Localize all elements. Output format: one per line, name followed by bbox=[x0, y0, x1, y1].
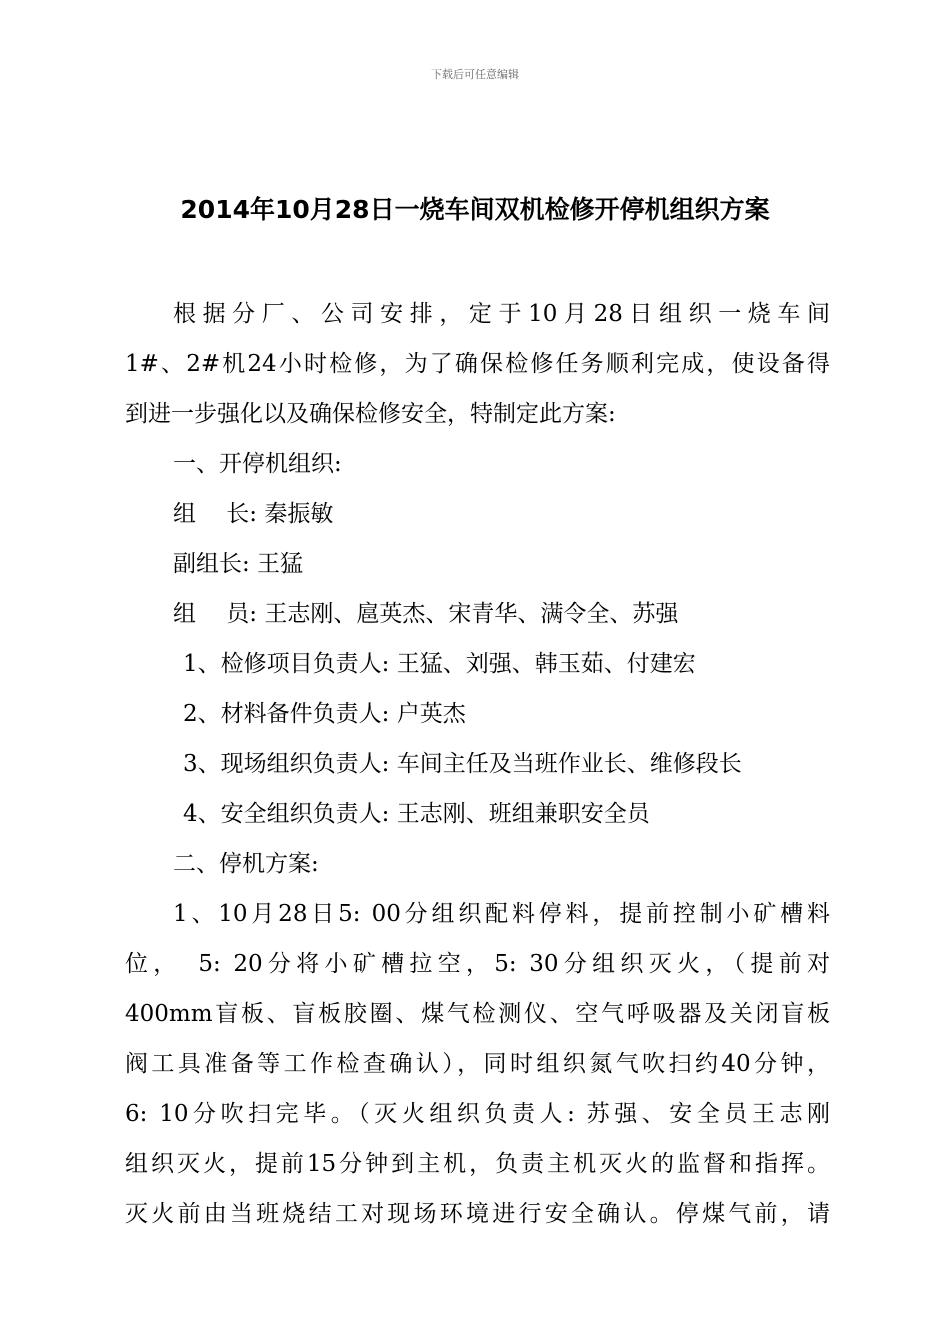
paragraph-line: 1、10月28日5: 00分组织配料停料，提前控制小矿槽料 bbox=[173, 901, 830, 927]
section-heading: 一、开停机组织: bbox=[173, 451, 342, 477]
header-note: 下载后可任意编辑 bbox=[431, 68, 519, 81]
list-item: 1、检修项目负责人: 王猛、刘强、韩玉茹、付建宏 bbox=[183, 651, 696, 677]
document-body bbox=[125, 289, 830, 1239]
list-item: 组 员: 王志刚、扈英杰、宋青华、满令全、苏强 bbox=[173, 601, 679, 627]
paragraph-line: 1#、2#机24小时检修，为了确保检修任务顺利完成，使设备得 bbox=[125, 351, 830, 377]
paragraph-line: 灭火前由当班烧结工对现场环境进行安全确认。停煤气前，请 bbox=[125, 1201, 830, 1227]
document-title: 2014年10月28日一烧车间双机检修开停机组织方案 bbox=[180, 195, 770, 224]
paragraph-line: 6: 10分吹扫完毕。（灭火组织负责人: 苏强、安全员王志刚 bbox=[125, 1101, 830, 1127]
list-item: 4、安全组织负责人: 王志刚、班组兼职安全员 bbox=[183, 801, 650, 827]
list-item: 组 长: 秦振敏 bbox=[173, 501, 334, 527]
paragraph-line: 位， 5: 20分将小矿槽拉空，5: 30分组织灭火，（提前对 bbox=[125, 951, 830, 977]
list-item: 副组长: 王猛 bbox=[173, 551, 304, 577]
paragraph-line: 根据分厂、公司安排，定于10月28日组织一烧车间 bbox=[173, 301, 830, 327]
list-item: 2、材料备件负责人: 户英杰 bbox=[183, 701, 466, 727]
paragraph-line: 400mm盲板、盲板胶圈、煤气检测仪、空气呼吸器及关闭盲板 bbox=[125, 1001, 830, 1027]
list-item: 3、现场组织负责人: 车间主任及当班作业长、维修段长 bbox=[183, 751, 742, 777]
section-heading: 二、停机方案: bbox=[173, 851, 319, 877]
paragraph-line: 到进一步强化以及确保检修安全，特制定此方案: bbox=[125, 401, 616, 427]
paragraph-line: 阀工具准备等工作检查确认），同时组织氮气吹扫约40分钟， bbox=[125, 1051, 830, 1077]
paragraph-line: 组织灭火，提前15分钟到主机，负责主机灭火的监督和指挥。 bbox=[125, 1151, 830, 1177]
